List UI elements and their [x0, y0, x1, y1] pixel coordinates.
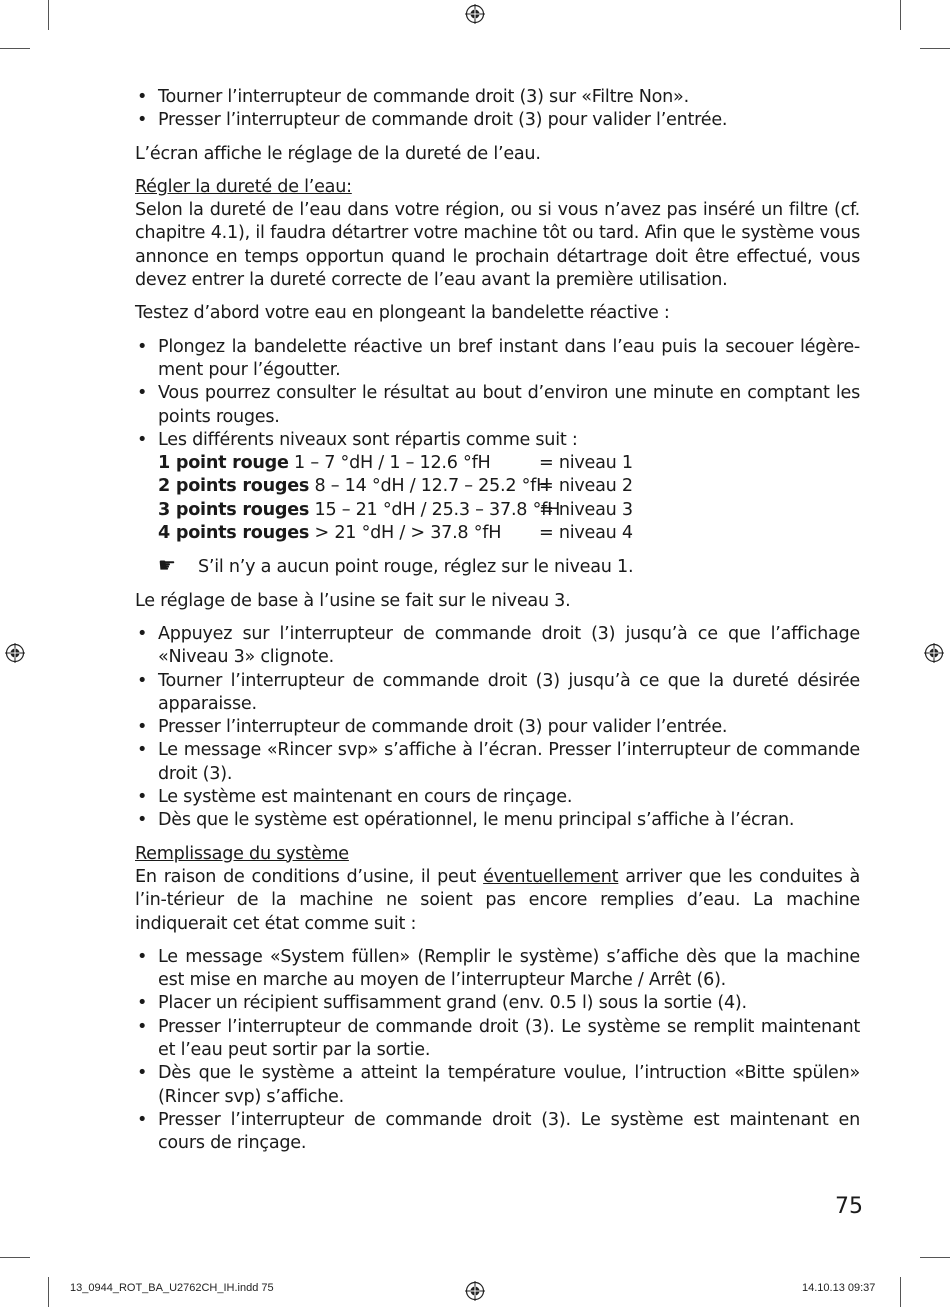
points-label: 4 points rouges [158, 523, 310, 544]
level-value: = niveau 3 [539, 499, 633, 520]
footer-date: 14.10.13 09:37 [802, 1282, 876, 1294]
list-item: • Le message «System füllen» (Remplir le système) s’affiche dès que la machine est mise en marche au moyen de l’interrupteur Marche / Arrêt (6). [135, 946, 860, 993]
list-item: • Vous pourrez consulter le résultat au bout d’environ une minute en comptant les points rouges. [135, 382, 860, 429]
points-label: 1 point rouge [158, 453, 289, 474]
filling-steps-list [135, 946, 860, 1156]
intro-text: arriver que les conduites à l’in-térieur de la machine ne soient pas encore remplies d’eau. La machine indiquerait cet état comme suit : [135, 866, 860, 934]
level-value: = niveau 2 [539, 476, 633, 497]
list-item: • Le message «Rincer svp» s’affiche à l’écran. Presser l’interrupteur de commande droit (3). [135, 739, 860, 786]
hardness-steps-list [135, 623, 860, 833]
crop-mark [920, 1257, 950, 1258]
list-item: • Placer un récipient suffisamment grand (env. 0.5 l) sous la sortie (4). [135, 992, 860, 1015]
points-label: 2 points rouges [158, 476, 310, 497]
crop-mark [0, 1257, 30, 1258]
emphasis-text: éventuellement [483, 866, 619, 887]
pointing-hand-icon: ☛ [158, 553, 176, 578]
registration-mark-icon [465, 4, 485, 24]
points-label: 3 points rouges [158, 499, 310, 520]
list-item: • Tourner l’interrupteur de commande droit (3) jusqu’à ce que la dureté désirée apparaisse. [135, 670, 860, 717]
crop-mark [48, 1277, 49, 1307]
list-item-text: Les différents niveaux sont répartis comme suit : [158, 429, 578, 450]
test-steps-list [135, 336, 860, 546]
crop-mark [920, 48, 950, 49]
filter-steps-list [135, 86, 860, 133]
note-text: S’il n’y a aucun point rouge, réglez sur le niveau 1. [198, 557, 634, 578]
table-row [158, 499, 860, 522]
list-item: • Tourner l’interrupteur de commande droit (3) sur «Filtre Non». [135, 86, 860, 109]
range-value: > 21 °dH / > 37.8 °fH [309, 523, 502, 544]
level-value: = niveau 4 [539, 523, 633, 544]
registration-mark-icon [465, 1281, 485, 1301]
list-item: • Presser l’interrupteur de commande droit (3). Le système se remplit maintenant et l’eau peut sortir par la sortie. [135, 1016, 860, 1063]
range-value: 15 – 21 °dH / 25.3 – 37.8 °fH [309, 499, 561, 520]
list-item: • Presser l’interrupteur de commande droit (3) pour valider l’entrée. [135, 716, 860, 739]
crop-mark [900, 1277, 901, 1307]
crop-mark [0, 48, 30, 49]
factory-setting-text: Le réglage de base à l’usine se fait sur le niveau 3. [135, 590, 571, 611]
registration-mark-icon [924, 643, 944, 663]
filling-intro [135, 866, 860, 936]
page-body [135, 86, 860, 1165]
hardness-levels-table [158, 452, 860, 545]
list-item: • Appuyez sur l’interrupteur de commande droit (3) jusqu’à ce que l’affichage «Niveau 3» clignote. [135, 623, 860, 670]
note [158, 555, 860, 579]
table-row [158, 522, 860, 545]
footer-file: 13_0944_ROT_BA_U2762CH_IH.indd 75 [70, 1282, 274, 1294]
test-line: Testez d’abord votre eau en plongeant la bandelette réactive : [135, 303, 670, 324]
list-item: • Dès que le système a atteint la température voulue, l’intruction «Bitte spülen» (Rincer svp) s’affiche. [135, 1062, 860, 1109]
list-item: • Dès que le système est opérationnel, le menu principal s’affiche à l’écran. [135, 809, 860, 832]
hardness-intro: Selon la dureté de l’eau dans votre région, ou si vous n’avez pas inséré un filtre (cf. chapitre 4.1), il faudra détartrer votre machine tôt ou tard. Afin que le système vous annonce en temps opportun quand le prochain détartrage doit être effectué, vous devez entrer la dureté correcte de l’eau avant la première utilisation. [135, 200, 860, 291]
table-row [158, 475, 860, 498]
list-item: • Le système est maintenant en cours de rinçage. [135, 786, 860, 809]
list-item: • Presser l’interrupteur de commande droit (3). Le système est maintenant en cours de rinçage. [135, 1109, 860, 1156]
range-value: 1 – 7 °dH / 1 – 12.6 °fH [288, 453, 491, 474]
crop-mark [900, 0, 901, 30]
filling-heading: Remplissage du système [135, 843, 349, 864]
list-item [135, 429, 860, 545]
list-item: • Presser l’interrupteur de commande droit (3) pour valider l’entrée. [135, 109, 860, 132]
hardness-heading: Régler la dureté de l’eau: [135, 176, 352, 197]
hardness-section [135, 176, 860, 833]
page-number: 75 [835, 1194, 863, 1219]
range-value: 8 – 14 °dH / 12.7 – 25.2 °fH [309, 476, 550, 497]
intro-text: En raison de conditions d’usine, il peut [135, 866, 484, 887]
level-value: = niveau 1 [539, 453, 633, 474]
registration-mark-icon [5, 643, 25, 663]
screen-text: L’écran affiche le réglage de la dureté de l’eau. [135, 143, 541, 164]
crop-mark [48, 0, 49, 30]
list-item: • Plongez la bandelette réactive un bref instant dans l’eau puis la secouer légère-ment pour l’égoutter. [135, 336, 860, 383]
table-row [158, 452, 860, 475]
filling-section [135, 843, 860, 1156]
